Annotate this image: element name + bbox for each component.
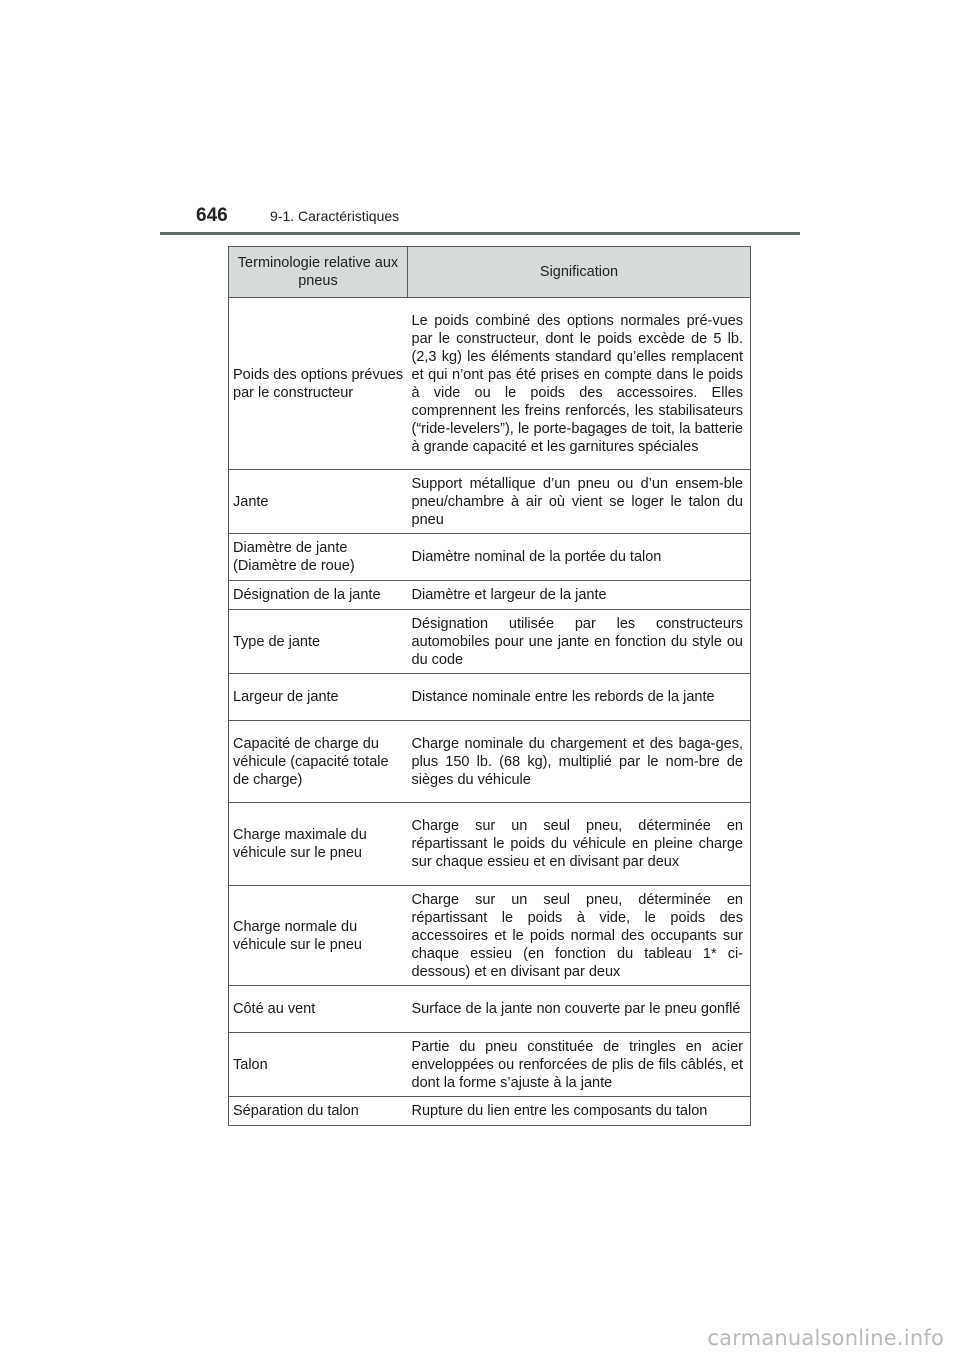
section-title: 9-1. Caractéristiques — [270, 208, 400, 224]
meaning-cell: Support métallique d’un pneu ou d’un ensem-ble pneu/chambre à air où vient se loger le talon du pneu — [408, 470, 751, 534]
term-cell: Capacité de charge du véhicule (capacité totale de charge) — [229, 721, 408, 803]
table-row — [229, 886, 751, 986]
tire-terminology-table — [228, 246, 751, 1126]
column-header-meaning: Signification — [408, 247, 751, 298]
meaning-cell: Le poids combiné des options normales pré-vues par le constructeur, dont le poids excède de 5 lb. (2,3 kg) les éléments standard qu’elles remplacent et qui n’ont pas été prises en compte dans le poids à vide ou le poids des accessoires. Elles comprennent les freins renforcés, les stabilisateurs (“ride-levelers”), le porte-bagages de toit, la batterie à grande capacité et les garnitures spéciales — [408, 298, 751, 470]
meaning-cell: Partie du pneu constituée de tringles en acier enveloppées ou renforcées de plis de fils câblés, et dont la forme s’ajuste à la jante — [408, 1033, 751, 1097]
term-cell: Type de jante — [229, 610, 408, 674]
table-row — [229, 534, 751, 581]
column-header-term: Terminologie relative aux pneus — [229, 247, 408, 298]
meaning-cell: Diamètre nominal de la portée du talon — [408, 534, 751, 581]
meaning-cell: Surface de la jante non couverte par le pneu gonflé — [408, 986, 751, 1033]
term-cell: Largeur de jante — [229, 674, 408, 721]
meaning-cell: Désignation utilisée par les constructeurs automobiles pour une jante en fonction du style ou du code — [408, 610, 751, 674]
table-row — [229, 803, 751, 886]
term-cell: Charge maximale du véhicule sur le pneu — [229, 803, 408, 886]
term-cell: Séparation du talon — [229, 1097, 408, 1126]
meaning-cell: Charge nominale du chargement et des baga-ges, plus 150 lb. (68 kg), multiplié par le nom-bre de sièges du véhicule — [408, 721, 751, 803]
table-row — [229, 721, 751, 803]
table-row — [229, 1097, 751, 1126]
table-row — [229, 298, 751, 470]
meaning-cell: Rupture du lien entre les composants du talon — [408, 1097, 751, 1126]
table-header-row — [229, 247, 751, 298]
table-row — [229, 610, 751, 674]
meaning-cell: Diamètre et largeur de la jante — [408, 581, 751, 610]
meaning-cell: Charge sur un seul pneu, déterminée en répartissant le poids du véhicule en pleine charge sur chaque essieu et en divisant par deux — [408, 803, 751, 886]
term-cell: Charge normale du véhicule sur le pneu — [229, 886, 408, 986]
term-cell: Poids des options prévues par le constructeur — [229, 298, 408, 470]
term-cell: Diamètre de jante (Diamètre de roue) — [229, 534, 408, 581]
meaning-cell: Distance nominale entre les rebords de la jante — [408, 674, 751, 721]
table-row — [229, 581, 751, 610]
term-cell: Côté au vent — [229, 986, 408, 1033]
meaning-cell: Charge sur un seul pneu, déterminée en répartissant le poids à vide, le poids des accessoires et le poids normal des occupants sur chaque essieu (en fonction du tableau 1* ci-dessous) et en divisant par deux — [408, 886, 751, 986]
table-row — [229, 470, 751, 534]
table-row — [229, 1033, 751, 1097]
term-cell: Talon — [229, 1033, 408, 1097]
header-rule — [160, 232, 800, 235]
table-row — [229, 674, 751, 721]
table-row — [229, 986, 751, 1033]
term-cell: Désignation de la jante — [229, 581, 408, 610]
term-cell: Jante — [229, 470, 408, 534]
page-number: 646 — [196, 205, 228, 226]
watermark: carmanualsonline.info — [707, 1326, 944, 1350]
